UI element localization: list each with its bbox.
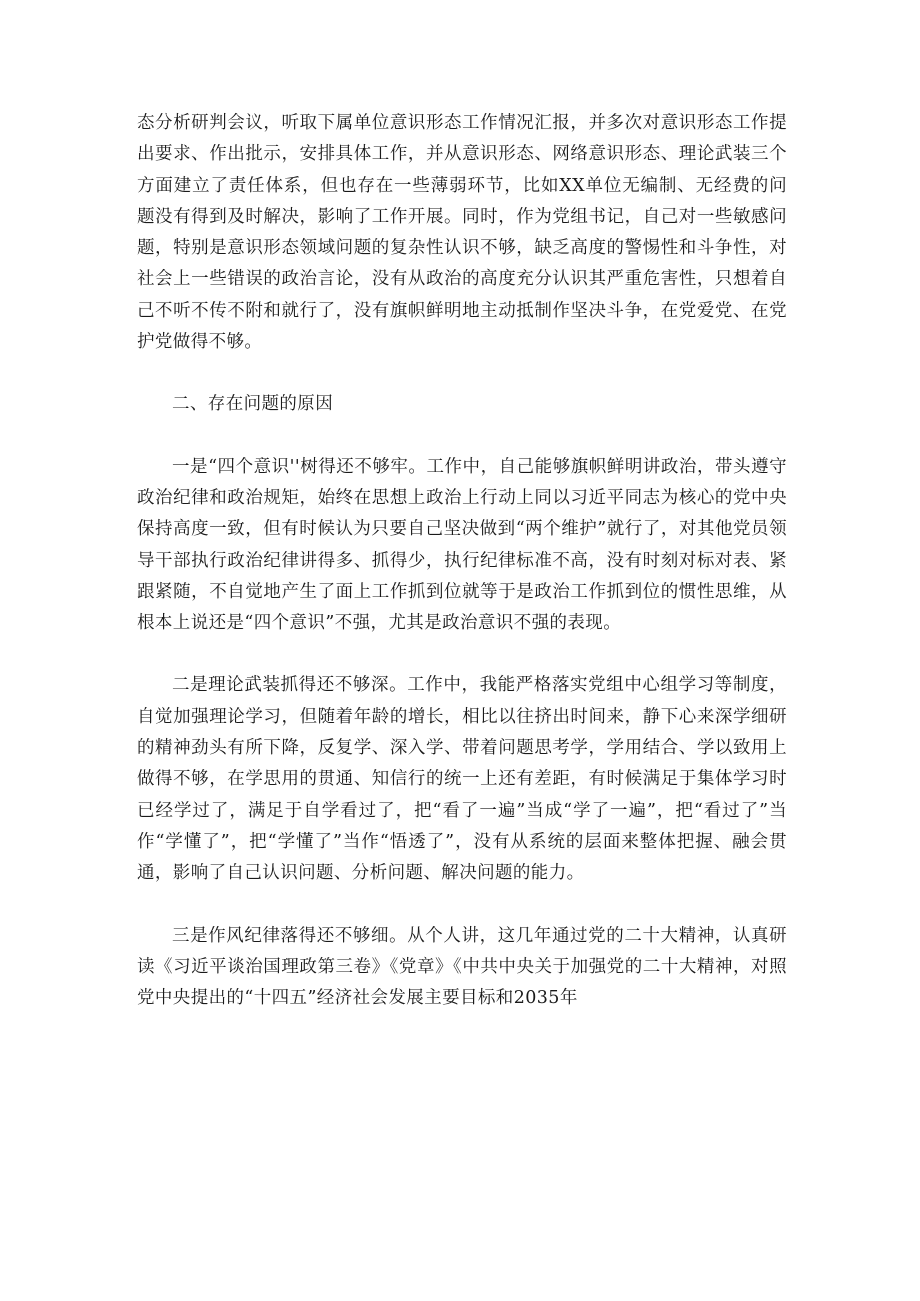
paragraph-reason-3: 三是作风纪律落得还不够细。从个人讲，这几年通过党的二十大精神，认真研读《习近平谈治国理政第三卷》《党章》《中共中央关于加强党的二十大精神，对照党中央提出的“十四五”经济社会发展主要目标和2035年	[137, 925, 787, 1009]
document-page	[137, 108, 787, 1014]
paragraph-gap	[137, 421, 787, 452]
paragraph-gap	[137, 639, 787, 670]
paragraph-gap	[137, 890, 787, 921]
paragraph-continued: 态分析研判会议，听取下属单位意识形态工作情况汇报，并多次对意识形态工作提出要求、作出批示，安排具体工作，并从意识形态、网络意识形态、理论武装三个方面建立了责任体系，但也存在一些薄弱环节，比如XX单位无编制、无经费的问题没有得到及时解决，影响了工作开展。同时，作为党组书记，自己对一些敏感问题，特别是意识形态领域问题的复杂性认识不够，缺乏高度的警惕性和斗争性，对社会上一些错误的政治言论，没有从政治的高度充分认识其严重危害性，只想着自己不听不传不附和就行了，没有旗帜鲜明地主动抵制作坚决斗争，在党爱党、在党护党做得不够。	[137, 113, 787, 353]
paragraph-gap	[137, 358, 787, 389]
paragraph-reason-1: 一是“四个意识''树得还不够牢。工作中，自己能够旗帜鲜明讲政治，带头遵守政治纪律和政治规矩，始终在思想上政治上行动上同以习近平同志为核心的党中央保持高度一致，但有时候认为只要自己坚决做到“两个维护”就行了，对其他党员领导干部执行政治纪律讲得多、抓得少，执行纪律标准不高，没有时刻对标对表、紧跟紧随，不自觉地产生了面上工作抓到位就等于是政治工作抓到位的惯性思维，从根本上说还是“四个意识”不强，尤其是政治意识不强的表现。	[137, 456, 787, 634]
section-heading: 二、存在问题的原因	[172, 394, 334, 415]
paragraph-reason-2: 二是理论武装抓得还不够深。工作中，我能严格落实党组中心组学习等制度，自觉加强理论学习，但随着年龄的增长，相比以往挤出时间来，静下心来深学细研的精神劲头有所下降，反复学、深入学、带着问题思考学，学用结合、学以致用上做得不够，在学思用的贯通、知信行的统一上还有差距，有时候满足于集体学习时已经学过了，满足于自学看过了，把“看了一遍”当成“学了一遍”，把“看过了”当作“学懂了”，把“学懂了”当作“悟透了”，没有从系统的层面来整体把握、融会贯通，影响了自己认识问题、分析问题、解决问题的能力。	[137, 675, 787, 884]
